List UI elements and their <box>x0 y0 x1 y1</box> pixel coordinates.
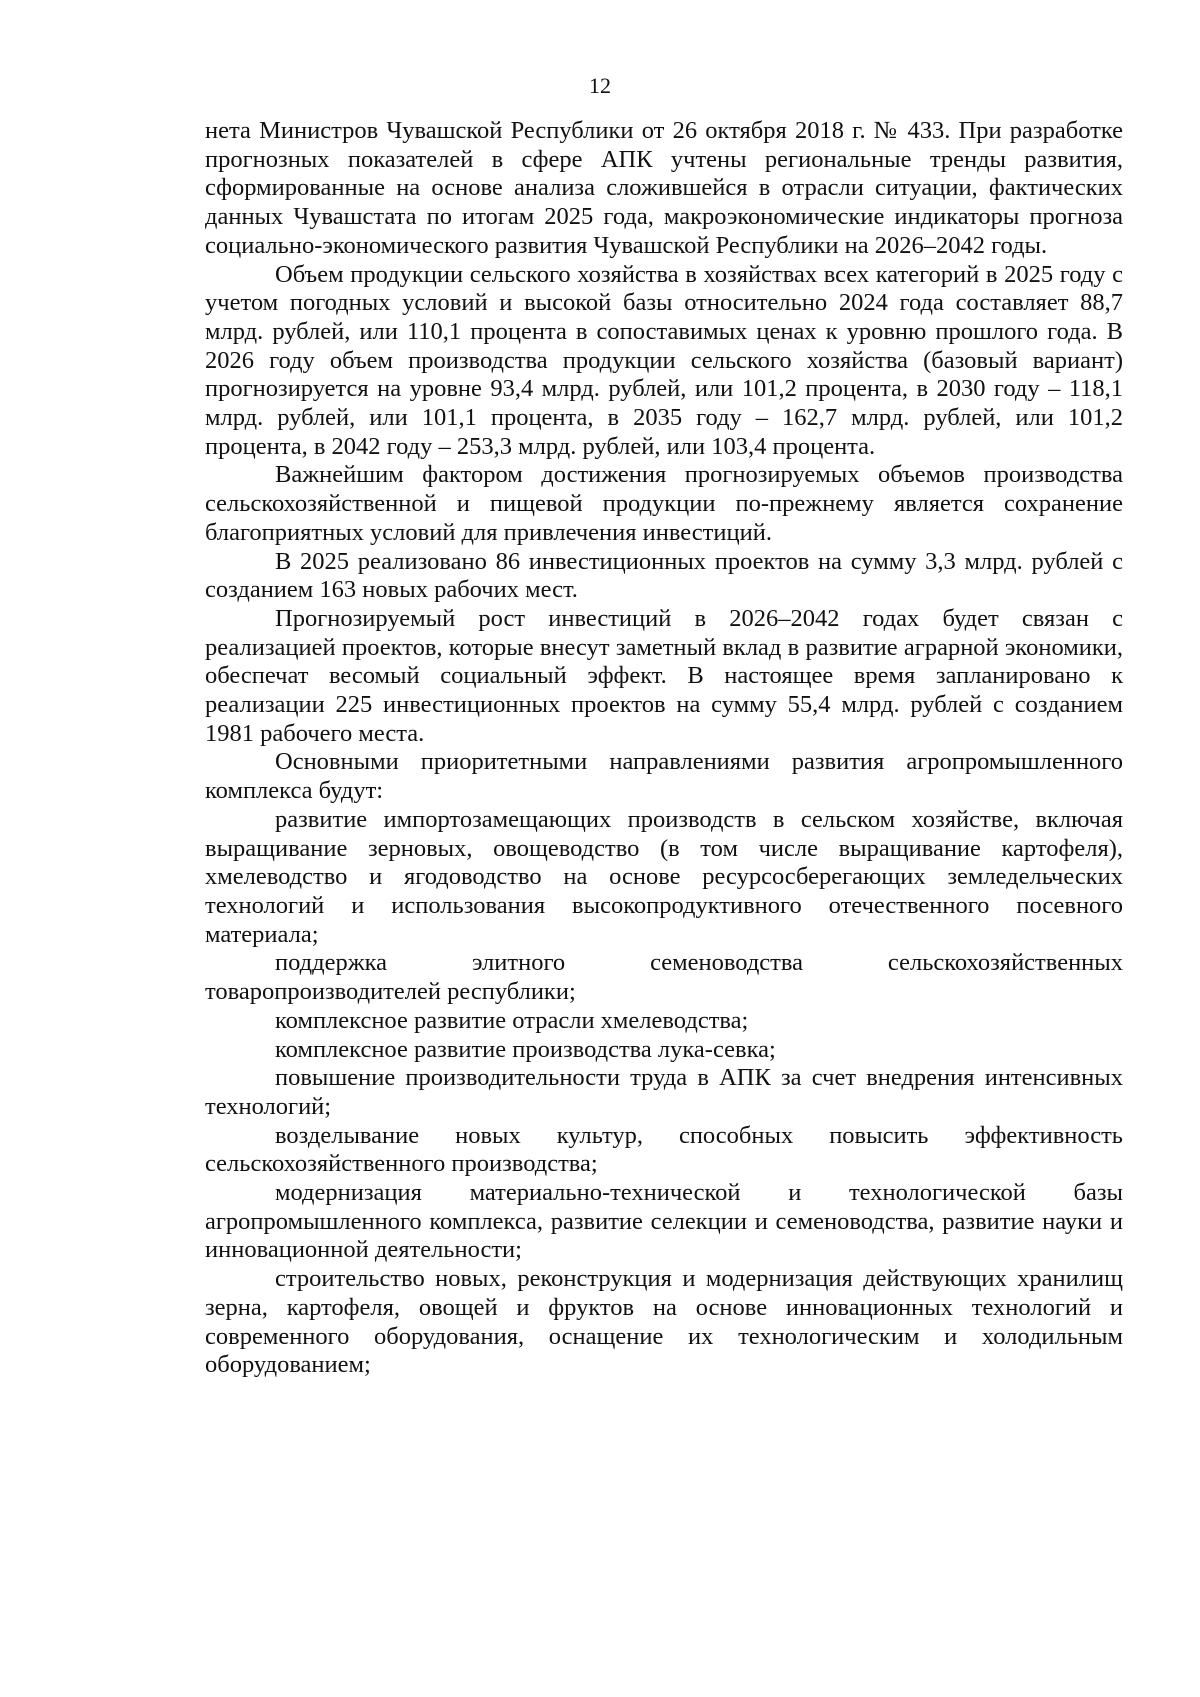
paragraph-priorities-intro: Основными приоритетными направлениями развития агропромышленного комплекса будут: <box>205 748 1123 805</box>
list-item-seed-production: поддержка элитного семеноводства сельскохозяйственных товаропроизводителей республики; <box>205 949 1123 1006</box>
list-item-import-substitution: развитие импортозамещающих производств в сельском хозяйстве, включая выращивание зерновых, овощеводство (в том числе выращивание картофеля), хмелеводство и ягодоводство на основе ресурсосберегающих земледельческих технологий и использования высокопродуктивного отечественного посевного материала; <box>205 805 1123 948</box>
list-item-new-crops: возделывание новых культур, способных повысить эффективность сельскохозяйственного производства; <box>205 1121 1123 1178</box>
paragraph-investment-growth: Прогнозируемый рост инвестиций в 2026–2042 годах будет связан с реализацией проектов, которые внесут заметный вклад в развитие аграрной экономики, обеспечат весомый социальный эффект. В настоящее время запланировано к реализации 225 инвестиционных проектов на сумму 55,4 млрд. рублей с созданием 1981 рабочего места. <box>205 604 1123 747</box>
document-body <box>205 117 1123 1380</box>
list-item-modernization: модернизация материально-технической и технологической базы агропромышленного комплекса, развитие селекции и семеноводства, развитие науки и инновационной деятельности; <box>205 1179 1123 1264</box>
list-item-labor-productivity: повышение производительности труда в АПК за счет внедрения интенсивных технологий; <box>205 1064 1123 1120</box>
list-item-hop-growing: комплексное развитие отрасли хмелеводства; <box>275 1006 749 1034</box>
paragraph-key-factor: Важнейшим фактором достижения прогнозируемых объемов производства сельскохозяйственной и пищевой продукции по-прежнему является сохранение благоприятных условий для привлечения инвестиций. <box>205 461 1123 546</box>
list-item-onion-sets: комплексное развитие производства лука-севка; <box>275 1035 776 1063</box>
paragraph-production-volume: Объем продукции сельского хозяйства в хозяйствах всех категорий в 2025 году с учетом погодных условий и высокой базы относительно 2024 года составляет 88,7 млрд. рублей, или 110,1 процента в сопоставимых ценах к уровню прошлого года. В 2026 году объем производства продукции сельского хозяйства (базовый вариант) прогнозируется на уровне 93,4 млрд. рублей, или 101,2 процента, в 2030 году – 118,1 млрд. рублей, или 101,1 процента, в 2035 году – 162,7 млрд. рублей, или 101,2 процента, в 2042 году – 253,3 млрд. рублей, или 103,4 процента. <box>205 260 1123 460</box>
paragraph-continuation: нета Министров Чувашской Республики от 26 октября 2018 г. № 433. При разработке прогнозных показателей в сфере АПК учтены региональные тренды развития, сформированные на основе анализа сложившейся в отрасли ситуации, фактических данных Чувашстата по итогам 2025 года, макроэкономические индикаторы прогноза социально-экономического развития Чувашской Республики на 2026–2042 годы. <box>205 117 1123 259</box>
page-number: 12 <box>589 73 611 98</box>
paragraph-projects-2025: В 2025 реализовано 86 инвестиционных проектов на сумму 3,3 млрд. рублей с созданием 163 новых рабочих мест. <box>205 547 1123 604</box>
list-item-storage-construction: строительство новых, реконструкция и модернизация действующих хранилищ зерна, картофеля, овощей и фруктов на основе инновационных технологий и современного оборудования, оснащение их технологическим и холодильным оборудованием; <box>205 1265 1123 1379</box>
